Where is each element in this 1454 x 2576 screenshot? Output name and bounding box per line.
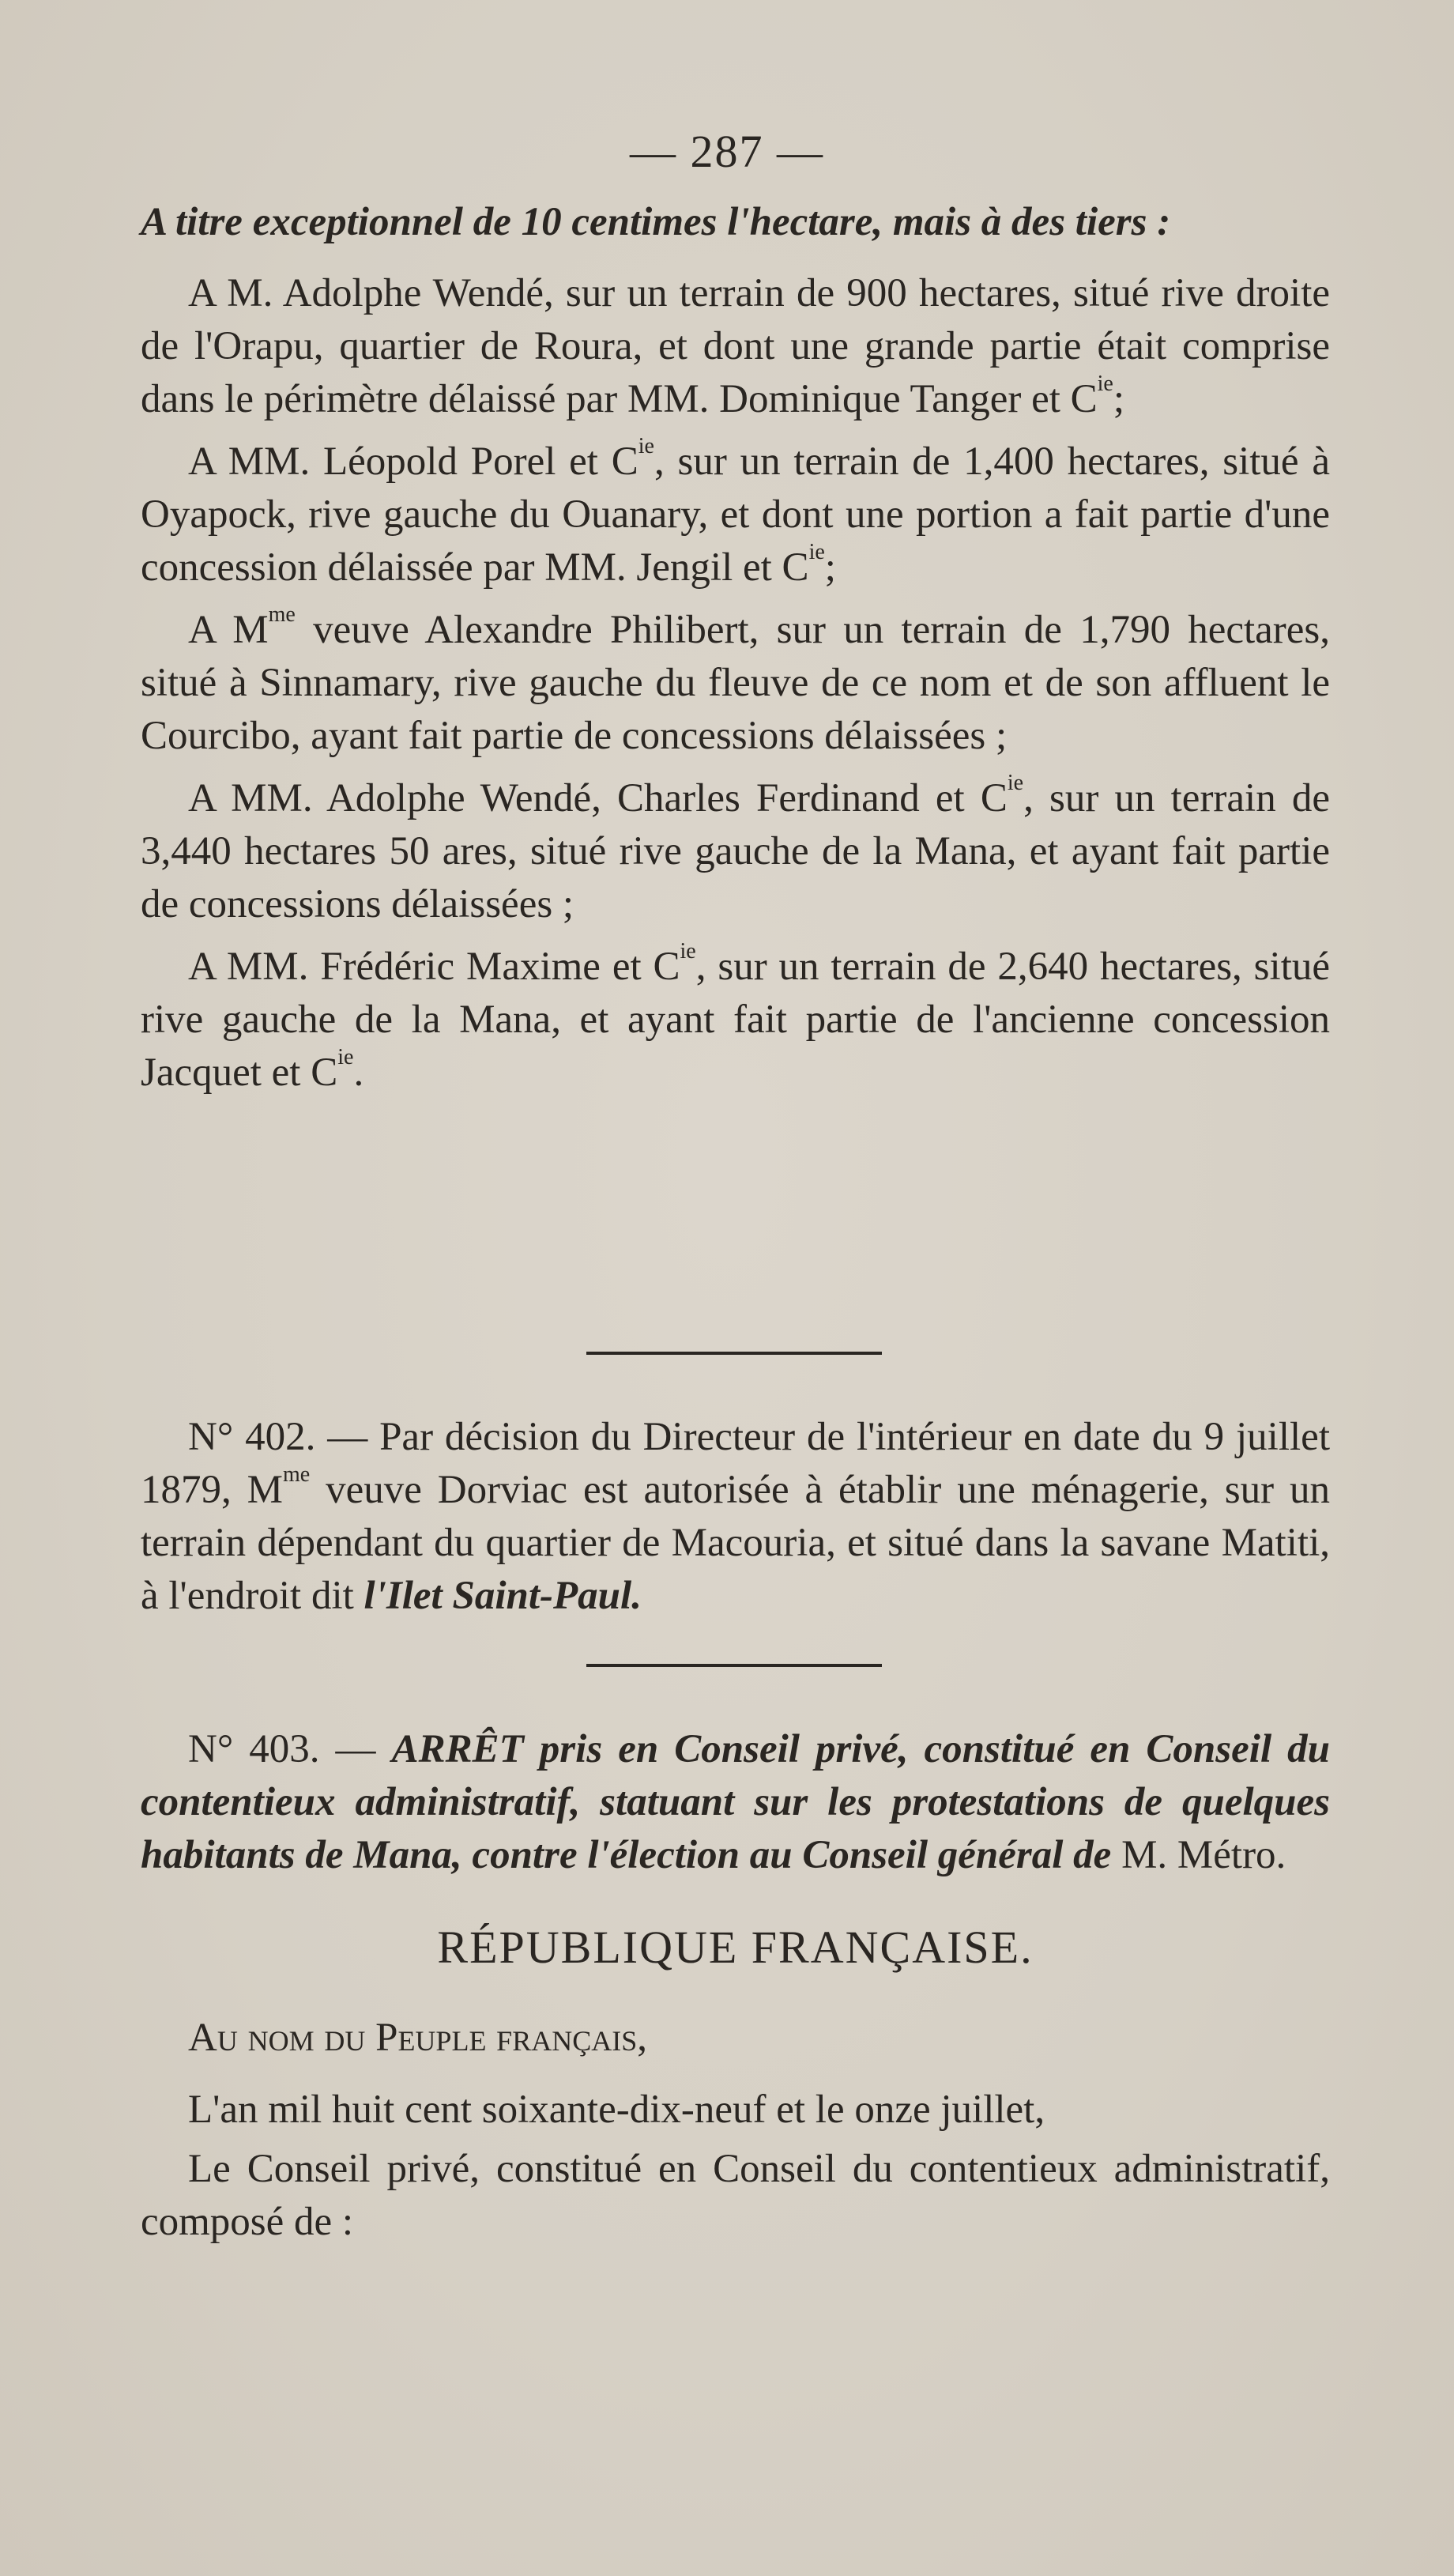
decision-402-text: N° 402. — Par décision du Directeur de l'intérieur en date du 9 juillet 1879, $M^{me}$ veuve Dorviac est autorisée à établir une ménagerie, sur un terrain dépendant du quartier de Macouria, et situé dans la savane Matiti, à l'endroit dit l'Ilet Saint-Paul. bbox=[141, 1415, 1330, 1618]
concession-paragraph: A MM. Adolphe Wendé, Charles Ferdinand et $C^{ie}$, sur un terrain de 3,440 hectares 50 ares, situé rive gauche de la Mana, et ayant fait partie de concessions délaissées ; bbox=[141, 771, 1331, 926]
date-line: L'an mil huit cent soixante-dix-neuf et le onze juillet, bbox=[188, 2088, 1045, 2132]
intro-text: A titre exceptionnel de 10 centimes l'hectare, mais à des tiers : bbox=[141, 200, 1171, 244]
section-divider bbox=[586, 1352, 882, 1355]
republic-heading bbox=[141, 1921, 1330, 1974]
concession-paragraph: A MM. Léopold Porel et $C^{ie}$, sur un terrain de 1,400 hectares, situé à Oyapock, rive gauche du Ouanary, et dont une portion a fait partie d'une concession délaissée par MM. Jengil et $C^{ie}$; bbox=[141, 434, 1330, 590]
page-number: — 287 — bbox=[630, 126, 824, 177]
concession-list bbox=[141, 267, 1330, 1099]
decision-402 bbox=[141, 1411, 1330, 1623]
concession-paragraph: A $M^{me}$ veuve Alexandre Philibert, sur un terrain de 1,790 hectares, situé à Sinnamary, rive gauche du fleuve de ce nom et de son affluent le Courcibo, ayant fait partie de concessions délaissées ; bbox=[141, 602, 1330, 758]
preamble bbox=[141, 2012, 1330, 2249]
decision-403-text: N° 403. — ARRÊT pris en Conseil privé, constitué en Conseil du contentieux administratif, statuant sur les protestations de quelques habitants de Mana, contre l'élection au Conseil général de M. Métro. bbox=[141, 1727, 1331, 1877]
republic-title: RÉPUBLIQUE FRANÇAISE. bbox=[437, 1922, 1034, 1973]
intro-line bbox=[141, 196, 1330, 249]
concession-paragraph: A MM. Frédéric Maxime et $C^{ie}$, sur un terrain de 2,640 hectares, situé rive gauche de la Mana, et ayant fait partie de l'ancienne concession Jacquet et $C^{ie}$. bbox=[141, 939, 1330, 1095]
concession-paragraph: A M. Adolphe Wendé, sur un terrain de 900 hectares, situé rive droite de l'Orapu, quartier de Roura, et dont une grande partie était comprise dans le périmètre délaissé par MM. Dominique Tanger et $C^{ie}$; bbox=[141, 271, 1330, 421]
section-divider bbox=[586, 1664, 882, 1667]
decision-403 bbox=[141, 1723, 1330, 1882]
conseil-line: Le Conseil privé, constitué en Conseil du contentieux administratif, composé de : bbox=[141, 2147, 1330, 2244]
au-nom-line: Au nom du Peuple français, bbox=[188, 2016, 647, 2060]
